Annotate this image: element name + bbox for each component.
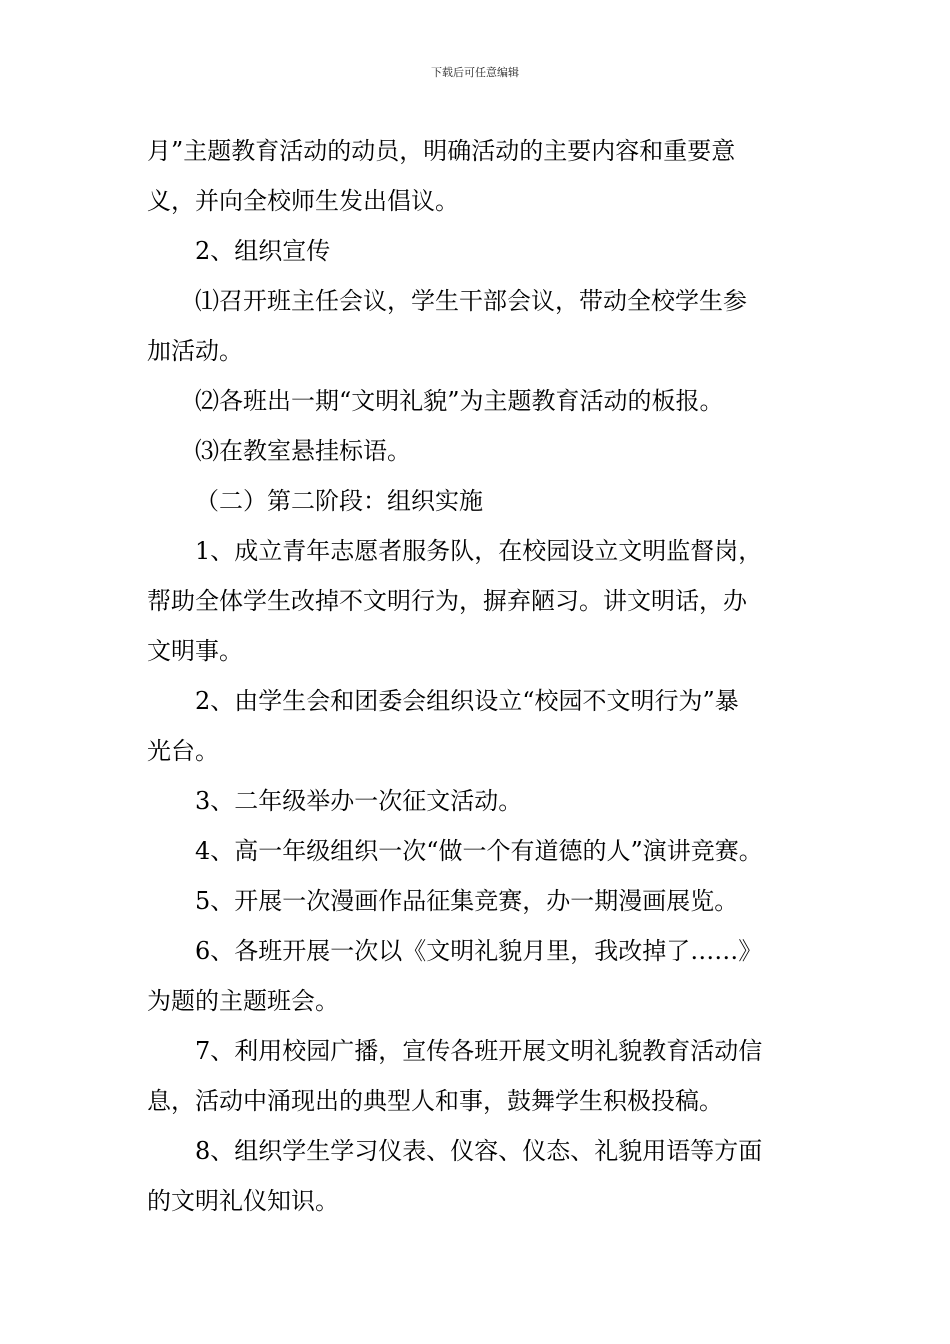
- text-line: 息，活动中涌现出的典型人和事，鼓舞学生积极投稿。: [147, 1087, 723, 1115]
- document-body: [147, 126, 807, 1226]
- text-line: 5、开展一次漫画作品征集竞赛，办一期漫画展览。: [195, 887, 739, 915]
- page-header: 下载后可任意编辑: [431, 66, 519, 79]
- text-line: 月”主题教育活动的动员，明确活动的主要内容和重要意: [147, 137, 736, 165]
- text-line: 7、利用校园广播，宣传各班开展文明礼貌教育活动信: [195, 1037, 763, 1065]
- text-line: 4、高一年级组织一次“做一个有道德的人”演讲竞赛。: [195, 837, 763, 865]
- text-line: 3、二年级举办一次征文活动。: [195, 787, 523, 815]
- text-line: 6、各班开展一次以《文明礼貌月里，我改掉了……》: [195, 937, 763, 965]
- text-line: 光台。: [147, 737, 219, 765]
- text-line: 帮助全体学生改掉不文明行为，摒弃陋习。讲文明话，办: [147, 587, 747, 615]
- text-line: 2、由学生会和团委会组织设立“校园不文明行为”暴: [195, 687, 739, 715]
- section-heading: （二）第二阶段：组织实施: [195, 487, 483, 515]
- text-line: 为题的主题班会。: [147, 987, 339, 1015]
- text-line: 的文明礼仪知识。: [147, 1187, 339, 1215]
- text-line: 1、成立青年志愿者服务队，在校园设立文明监督岗，: [195, 537, 763, 565]
- text-line: ⑵各班出一期“文明礼貌”为主题教育活动的板报。: [195, 387, 724, 415]
- text-line: 2、组织宣传: [195, 237, 331, 265]
- text-line: 义，并向全校师生发出倡议。: [147, 187, 459, 215]
- text-line: ⑴召开班主任会议，学生干部会议，带动全校学生参: [195, 287, 747, 315]
- text-line: 8、组织学生学习仪表、仪容、仪态、礼貌用语等方面: [195, 1137, 763, 1165]
- text-line: 加活动。: [147, 337, 243, 365]
- text-line: 文明事。: [147, 637, 243, 665]
- text-line: ⑶在教室悬挂标语。: [195, 437, 411, 465]
